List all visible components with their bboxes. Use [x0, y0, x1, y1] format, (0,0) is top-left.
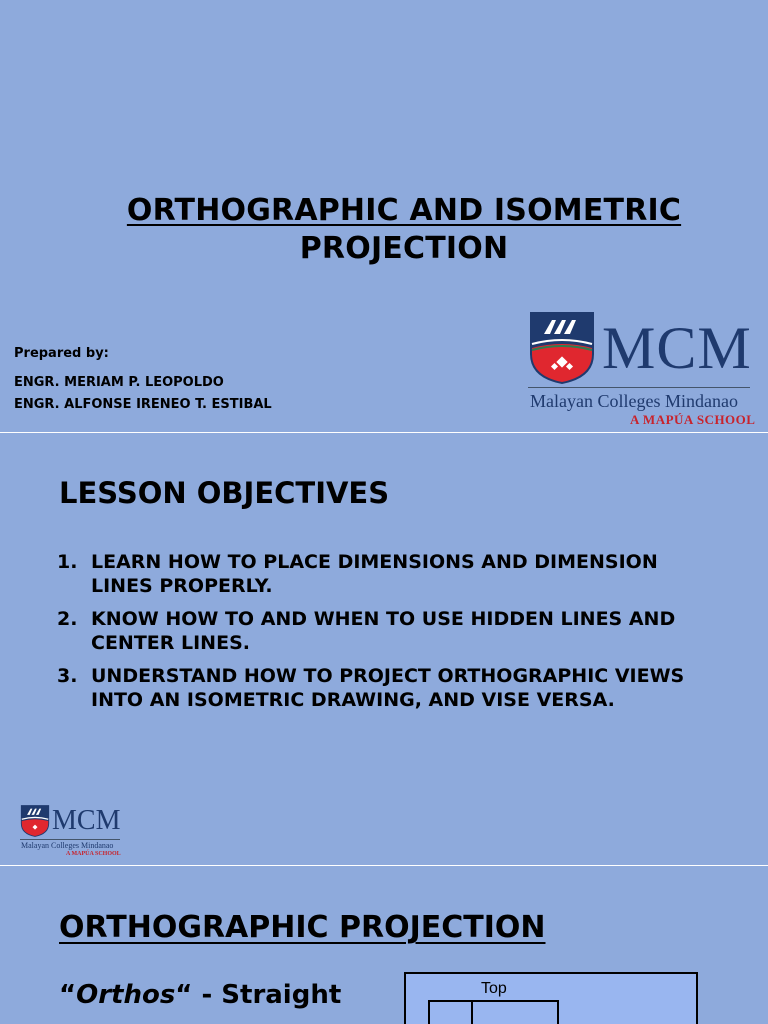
logo-tagline: A MAPÚA SCHOOL: [630, 412, 756, 427]
mcm-shield-icon: [528, 310, 596, 386]
logo-divider: [528, 387, 750, 388]
author-2: ENGR. ALFONSE IRENEO T. ESTIBAL: [14, 397, 272, 412]
logo-school-name: Malayan Colleges Mindanao: [530, 391, 738, 411]
objectives-heading: LESSON OBJECTIVES: [59, 476, 390, 510]
projection-diagram: [404, 972, 698, 1024]
title-line-1: ORTHOGRAPHIC AND ISOMETRIC: [126, 193, 682, 228]
slide-title: [0, 192, 768, 268]
objective-number: 3.: [57, 665, 78, 687]
mcm-logo: [528, 308, 754, 432]
diagram-divider-line: [471, 1000, 473, 1024]
diagram-top-label: Top: [481, 980, 507, 997]
logo-tagline: A MAPÚA SCHOOL: [66, 851, 121, 857]
title-slide: [0, 0, 768, 432]
mcm-logo-small: [20, 803, 124, 861]
orthos-definition: “Orthos“ - Straight: [59, 980, 342, 1010]
objective-text: UNDERSTAND HOW TO PROJECT ORTHOGRAPHIC VIEWS INTO AN ISOMETRIC DRAWING, AND VISE VERSA.: [91, 665, 685, 711]
logo-acronym: MCM: [52, 805, 121, 836]
prepared-by-label: Prepared by:: [14, 346, 109, 361]
logo-divider: [20, 839, 120, 840]
logo-acronym: MCM: [602, 315, 752, 381]
objective-number: 1.: [57, 551, 78, 573]
objective-number: 2.: [57, 608, 78, 630]
author-1: ENGR. MERIAM P. LEOPOLDO: [14, 375, 224, 390]
mcm-shield-icon: [20, 804, 50, 838]
orthos-term: Orthos: [76, 980, 176, 1010]
top-view-box: [428, 1000, 559, 1024]
objective-text: KNOW HOW TO AND WHEN TO USE HIDDEN LINES AND CENTER LINES.: [91, 608, 676, 654]
orthos-meaning: - Straight: [192, 980, 342, 1010]
orthographic-heading: ORTHOGRAPHIC PROJECTION: [59, 910, 546, 945]
title-line-2: PROJECTION: [299, 231, 509, 266]
logo-school-name: Malayan Colleges Mindanao: [21, 841, 114, 850]
objective-text: LEARN HOW TO PLACE DIMENSIONS AND DIMENSION LINES PROPERLY.: [91, 551, 658, 597]
orthographic-slide: [0, 866, 768, 1024]
objectives-slide: [0, 433, 768, 865]
